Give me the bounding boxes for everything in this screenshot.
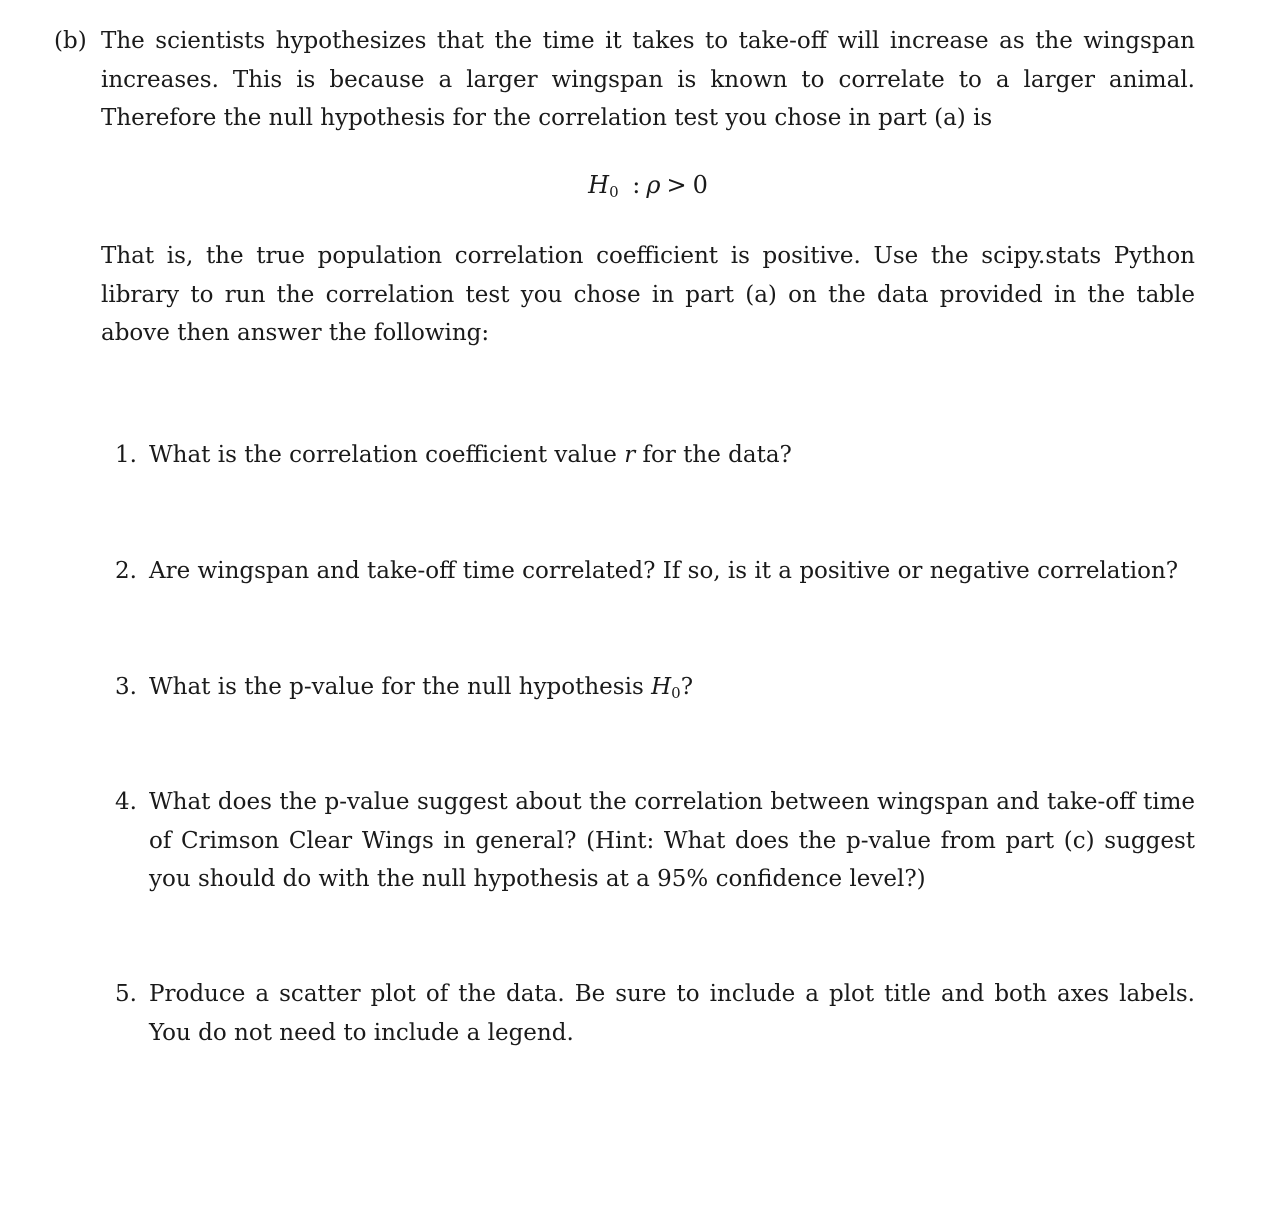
question-text: Produce a scatter plot of the data. Be sure to include a plot title and both axes labels. You do not need to include a legend. xyxy=(149,981,1195,1046)
question-5 xyxy=(101,975,1195,1052)
question-number: 2. xyxy=(115,558,137,584)
followup-paragraph: That is, the true population correlation coefficient is positive. Use the scipy.stats Python library to run the correlation test you chose in part (a) on the data provided in the table above then answer the following: xyxy=(101,243,1195,346)
question-4 xyxy=(101,783,1195,899)
question-number: 4. xyxy=(115,789,137,815)
question-number: 1. xyxy=(115,442,137,468)
intro-paragraph: The scientists hypothesizes that the time it takes to take-off will increase as the wingspan increases. This is because a larger wingspan is known to correlate to a larger animal. Therefore the null hypothesis for the correlation test you chose in part (a) is xyxy=(101,28,1195,131)
question-1 xyxy=(101,436,1195,475)
null-hypothesis-equation xyxy=(0,168,1288,209)
math-variable: H xyxy=(651,674,672,700)
part-label: (b) xyxy=(54,28,87,54)
equation-colon: : xyxy=(632,171,641,199)
question-text-before: What is the p-value for the null hypothesis xyxy=(149,674,652,700)
question-text-after: for the data? xyxy=(635,442,792,468)
question-text xyxy=(149,668,1195,713)
equation-rhs: 0 xyxy=(692,171,708,199)
question-3 xyxy=(101,668,1195,713)
question-text-before: What is the correlation coefficient value xyxy=(149,442,625,468)
math-subscript: 0 xyxy=(671,684,681,702)
question-text xyxy=(149,436,1195,475)
equation-subscript: 0 xyxy=(609,183,619,201)
equation-relation: > xyxy=(666,171,687,199)
question-2 xyxy=(101,552,1195,591)
math-variable: r xyxy=(624,442,636,468)
question-text: What does the p-value suggest about the correlation between wingspan and take-off time of Crimson Clear Wings in general? (Hint: What does the p-value from part (c) suggest you should do with the null hypothesis at a 95% confidence level?) xyxy=(149,789,1195,892)
question-number: 3. xyxy=(115,674,137,700)
question-text: Are wingspan and take-off time correlated? If so, is it a positive or negative correlation? xyxy=(149,558,1179,584)
equation-variable: ρ xyxy=(646,171,661,199)
question-text-after: ? xyxy=(680,674,694,700)
equation-lhs: H xyxy=(588,171,610,199)
question-number: 5. xyxy=(115,981,137,1007)
